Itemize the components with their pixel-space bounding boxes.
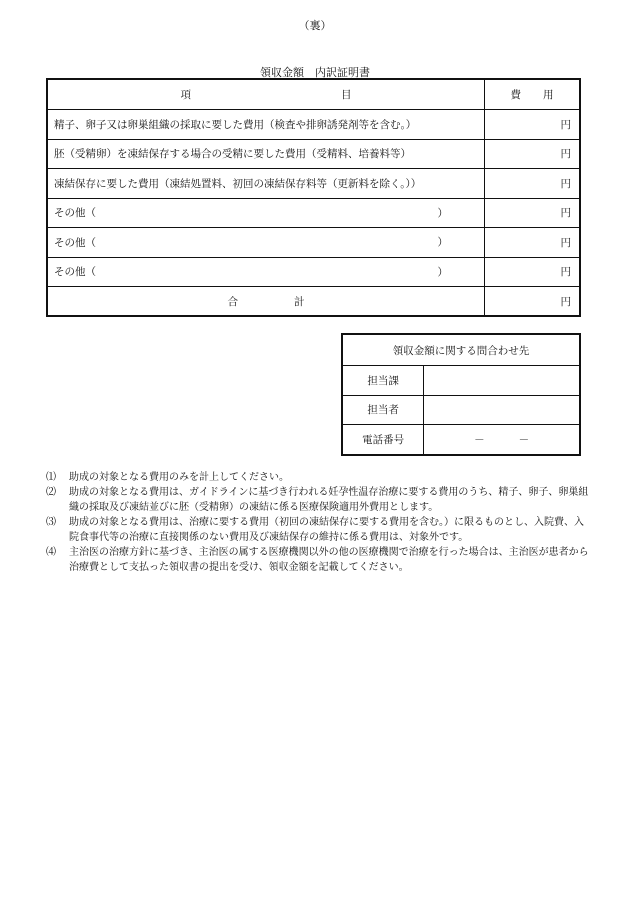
contact-title: 領収金額に関する問合わせ先 [342, 334, 580, 366]
note-text: 主治医の治療方針に基づき、主治医の属する医療機関以外の他の医療機関で治療を行った場合は、主治医が患者から治療費として支払った領収書の提出を受け、領収金額を記載してください。 [69, 547, 589, 573]
page-side-label: （裏） [298, 19, 332, 32]
table-row [47, 198, 580, 228]
cost-cell[interactable]: 円 [485, 257, 581, 287]
phone-separator: － [518, 433, 530, 446]
other-item-cell[interactable] [47, 257, 485, 287]
item-cell: 凍結保存に要した費用（凍結処置料、初回の凍結保存料等（更新料を除く。）） [47, 169, 485, 199]
header-cost-char-1: 費 [510, 89, 521, 101]
header-item-char-1: 項 [180, 89, 191, 101]
other-item-cell[interactable] [47, 198, 485, 228]
department-label: 担当課 [342, 366, 424, 396]
note-number: ⑴ [46, 472, 56, 483]
table-row [47, 139, 580, 169]
cost-cell[interactable]: 円 [485, 169, 581, 199]
other-open-label: その他（ [54, 236, 96, 249]
table-row [47, 169, 580, 199]
person-field[interactable] [424, 395, 580, 425]
phone-label: 電話番号 [342, 425, 424, 455]
other-close-paren: ） [437, 236, 448, 249]
other-item-cell[interactable] [47, 228, 485, 258]
note-text: 助成の対象となる費用のみを計上してください。 [69, 472, 289, 483]
note-item [46, 485, 591, 515]
note-number: ⑵ [46, 487, 56, 498]
other-open-label: その他（ [54, 207, 96, 220]
total-char-2: 計 [294, 295, 305, 308]
phone-separator: － [474, 433, 485, 446]
table-row [47, 228, 580, 258]
table-row [47, 257, 580, 287]
note-item [46, 545, 591, 575]
item-cell: 胚（受精卵）を凍結保存する場合の受精に要した費用（受精料、培養料等） [47, 139, 485, 169]
notes [46, 470, 591, 575]
cost-cell[interactable]: 円 [485, 139, 581, 169]
note-text: 助成の対象となる費用は、ガイドラインに基づき行われる妊孕性温存治療に要する費用のうち、精子、卵子、卵巣組織の採取及び凍結並びに胚（受精卵）の凍結に係る医療保険適用外費用とします。 [69, 487, 589, 513]
note-number: ⑶ [46, 517, 56, 528]
department-field[interactable] [424, 366, 580, 396]
cost-cell[interactable]: 円 [485, 198, 581, 228]
receipt-breakdown-table [46, 78, 581, 317]
table-row [47, 110, 580, 140]
cost-cell[interactable]: 円 [485, 228, 581, 258]
header-item [47, 79, 485, 110]
other-close-paren: ） [437, 207, 448, 220]
contact-row [342, 395, 580, 425]
contact-table [341, 333, 581, 456]
header-cost-char-2: 用 [543, 89, 554, 101]
note-item [46, 515, 591, 545]
other-close-paren: ） [437, 266, 448, 279]
note-number: ⑷ [46, 547, 56, 558]
total-cost-cell[interactable]: 円 [485, 287, 581, 317]
note-text: 助成の対象となる費用は、治療に要する費用（初回の凍結保存に要する費用を含む。）に限るものとし、入院費、入院食事代等の治療に直接関係のない費用及び凍結保存の維持に係る費用は、対象外です。 [69, 517, 584, 543]
total-row [47, 287, 580, 317]
document-title: 領収金額 内訳証明書 [260, 66, 370, 79]
contact-row [342, 425, 580, 455]
header-item-char-2: 目 [341, 89, 352, 101]
contact-row [342, 366, 580, 396]
item-cell: 精子、卵子又は卵巣組織の採取に要した費用（検査や排卵誘発剤等を含む。） [47, 110, 485, 140]
total-char-1: 合 [227, 295, 238, 308]
person-label: 担当者 [342, 395, 424, 425]
total-label [47, 287, 485, 317]
other-open-label: その他（ [54, 266, 96, 279]
phone-field[interactable] [424, 425, 580, 455]
cost-cell[interactable]: 円 [485, 110, 581, 140]
table-header-row [47, 79, 580, 110]
header-cost [485, 79, 581, 110]
note-item [46, 470, 591, 485]
